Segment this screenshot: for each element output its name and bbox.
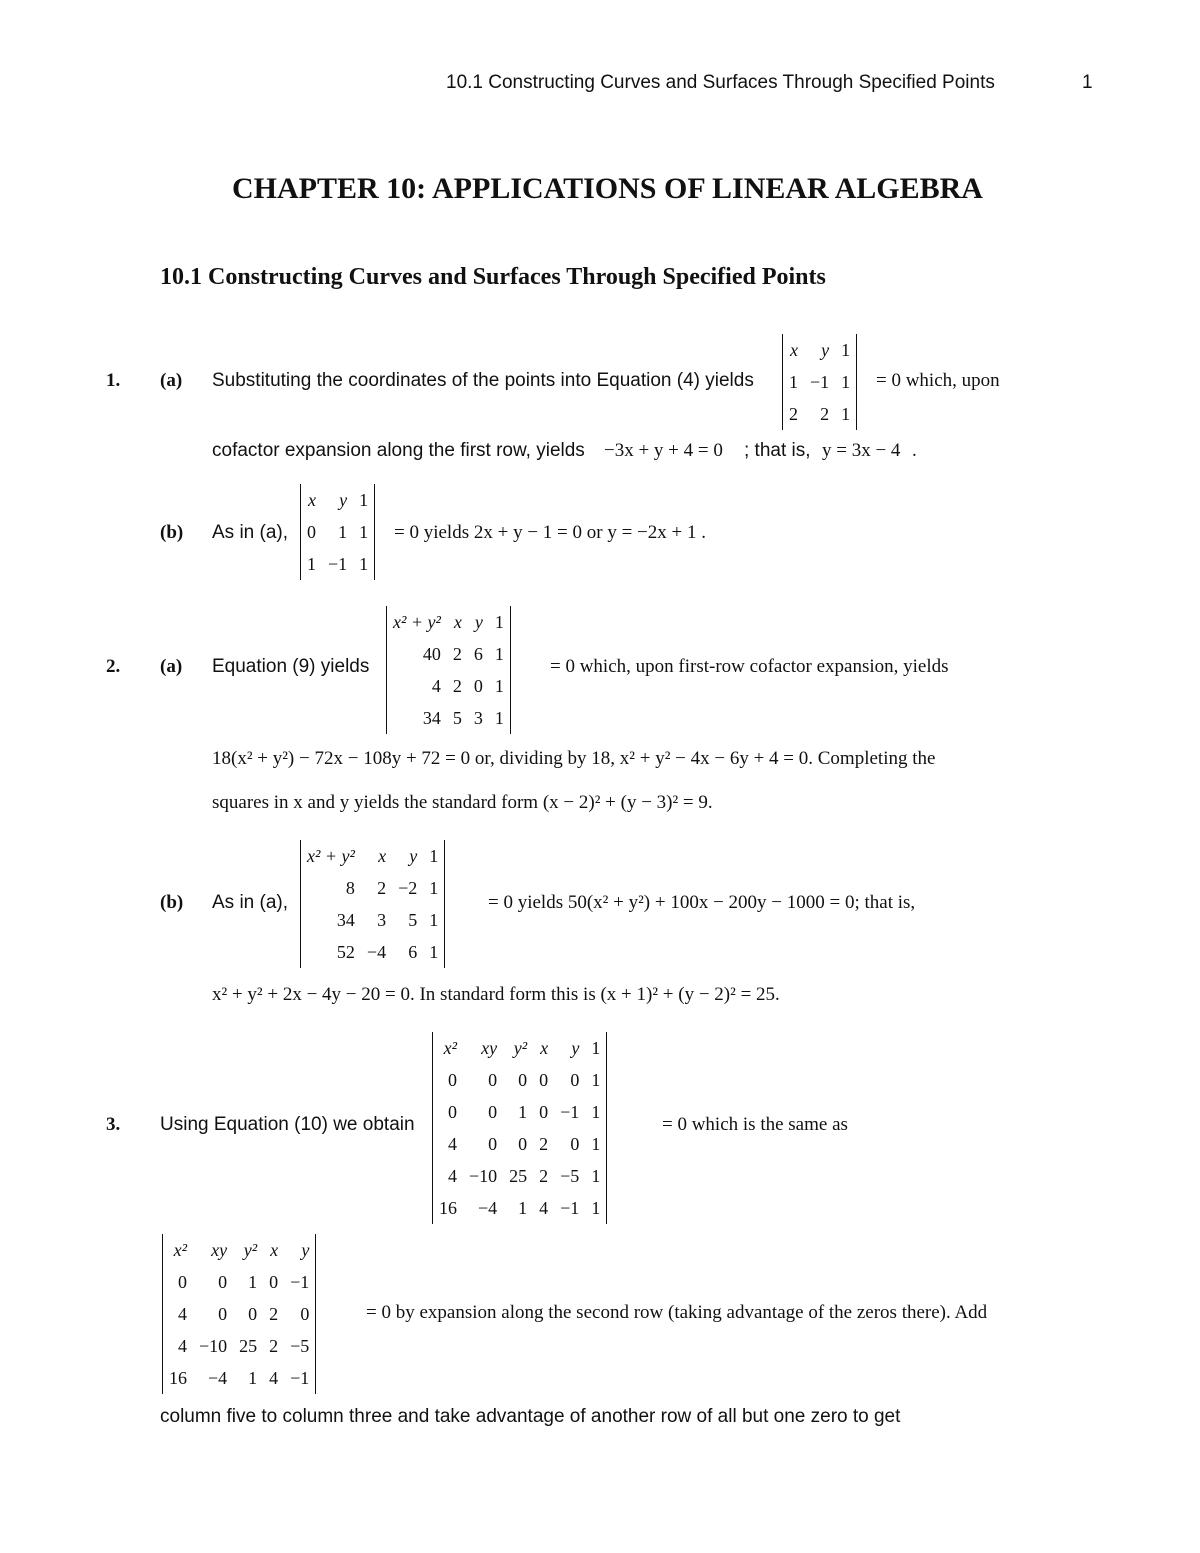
problem-3-matrix5-cell: x (270, 1240, 279, 1260)
problem-2b-label: (b) (160, 892, 184, 913)
problem-1b-determinant (300, 484, 375, 580)
problem-1a-line2-text: cofactor expansion along the first row, yields (212, 440, 585, 461)
problem-3-matrix6-cell: 1 (518, 1198, 528, 1218)
problem-1b-text: As in (a), (212, 522, 289, 543)
problem-3-matrix6-row (433, 1160, 606, 1192)
problem-2b-matrix-cell: 1 (429, 878, 439, 898)
problem-1a-end: . (912, 440, 917, 461)
problem-3-matrix6-cell: 0 (570, 1134, 580, 1154)
problem-3-matrix6-cell: 4 (448, 1166, 457, 1186)
problem-3-matrix5-cell: 1 (248, 1272, 258, 1292)
problem-3-matrix5-cell: 0 (178, 1272, 187, 1292)
problem-3-matrix6-cell: 0 (518, 1134, 528, 1154)
problem-1b-matrix-cell: 1 (359, 554, 369, 574)
problem-1a-matrix-cell: 2 (820, 404, 830, 424)
problem-1a-matrix-cell: 1 (841, 404, 851, 424)
problem-3-matrix6-cell: 2 (539, 1134, 549, 1154)
problem-3-text: Using Equation (10) we obtain (160, 1114, 415, 1135)
problem-2a-text: Equation (9) yields (212, 656, 370, 677)
problem-1b-matrix-cell: 0 (307, 522, 316, 542)
problem-2a-after: = 0 which, upon first-row cofactor expansion, yields (550, 656, 949, 677)
problem-1a-matrix-cell: 2 (789, 404, 798, 424)
problem-2b-matrix-cell: 5 (408, 910, 418, 930)
problem-2b-matrix-cell: 34 (336, 910, 355, 930)
problem-1a-label: (a) (160, 370, 183, 391)
problem-2a-matrix-cell: x (453, 612, 462, 632)
problem-3-matrix5-cell: 4 (269, 1368, 279, 1388)
problem-2a-matrix-cell: 34 (422, 708, 441, 728)
problem-2a-matrix-cell: 6 (473, 644, 483, 664)
problem-2a-matrix-row (387, 606, 510, 638)
problem-2b-matrix-cell: −4 (366, 942, 387, 962)
problem-2b-matrix-cell: 1 (429, 942, 439, 962)
problem-1b-matrix-cell: 1 (338, 522, 348, 542)
problem-1a-eq1: −3x + y + 4 = 0 (604, 440, 723, 461)
problem-3-matrix6-cell: 0 (488, 1134, 498, 1154)
problem-3-matrix5-cell: 4 (178, 1304, 187, 1324)
problem-3-matrix5-cell: 0 (300, 1304, 310, 1324)
problem-3-matrix5-cell: 2 (269, 1304, 279, 1324)
problem-3-matrix6-cell: y (571, 1038, 580, 1058)
problem-1b-matrix-cell: −1 (328, 554, 348, 574)
problem-3-number: 3. (106, 1114, 121, 1135)
problem-3-matrix6-row (433, 1128, 606, 1160)
problem-3-matrix5-row (163, 1362, 315, 1394)
problem-1a-matrix-cell: 1 (789, 372, 798, 392)
problem-3-matrix5-cell: −5 (290, 1336, 310, 1356)
problem-2a-matrix-cell: 5 (452, 708, 462, 728)
problem-3-matrix5-cell: 4 (178, 1336, 187, 1356)
problem-2a-matrix-cell: y (474, 612, 483, 632)
problem-3-matrix6-cell: 1 (591, 1038, 601, 1058)
problem-2a-matrix-row (387, 670, 510, 702)
problem-2b-matrix-cell: 8 (345, 878, 355, 898)
problem-3-last-line: column five to column three and take advantage of another row of all but one zero to get (160, 1406, 901, 1427)
problem-2a-matrix-cell: 40 (422, 644, 441, 664)
problem-1b-matrix-cell: 1 (359, 522, 369, 542)
problem-3-matrix6-cell: −4 (478, 1198, 498, 1218)
problem-3-matrix5-row (163, 1234, 315, 1266)
problem-1b-matrix-cell: x (308, 490, 316, 510)
problem-3-matrix6-cell: 4 (448, 1134, 457, 1154)
problem-3-matrix6-cell: 0 (539, 1070, 549, 1090)
page-number: 1 (1082, 72, 1093, 93)
problem-2b-matrix-cell: 2 (377, 878, 387, 898)
problem-3-matrix5-cell: −10 (199, 1336, 228, 1356)
problem-3-matrix5-row (163, 1298, 315, 1330)
problem-3-matrix5-cell: 0 (269, 1272, 279, 1292)
problem-2b-text: As in (a), (212, 892, 289, 913)
problem-2a-line2: 18(x² + y²) − 72x − 108y + 72 = 0 or, dividing by 18, x² + y² − 4x − 6y + 4 = 0. Completing the (212, 748, 936, 769)
problem-3-matrix6-cell: 4 (539, 1198, 549, 1218)
problem-1a-sep: ; that is, (744, 440, 811, 461)
problem-2a-matrix-cell: 4 (431, 676, 441, 696)
problem-1b-matrix-row (301, 516, 374, 548)
problem-1b-after: = 0 yields 2x + y − 1 = 0 or y = −2x + 1 . (394, 522, 706, 543)
section-title: 10.1 Constructing Curves and Surfaces Through Specified Points (160, 264, 826, 290)
running-header-title: 10.1 Constructing Curves and Surfaces Through Specified Points (446, 72, 995, 93)
problem-3-matrix5-cell: 2 (269, 1336, 279, 1356)
problem-3-matrix5-cell: 25 (239, 1336, 258, 1356)
problem-1a-eq2: y = 3x − 4 (822, 440, 901, 461)
problem-2b-matrix-cell: 1 (429, 846, 439, 866)
problem-2a-line3: squares in x and y yields the standard form (x − 2)² + (y − 3)² = 9. (212, 792, 713, 813)
problem-3-determinant-5x5 (162, 1234, 316, 1394)
problem-1b-matrix-row (301, 484, 374, 516)
problem-1a-matrix-cell: y (821, 340, 830, 360)
problem-1b-matrix-cell: 1 (307, 554, 316, 574)
problem-3-matrix5-row (163, 1330, 315, 1362)
problem-2b-matrix-cell: y (409, 846, 418, 866)
problem-3-matrix6-cell: 0 (448, 1070, 457, 1090)
problem-1a-matrix-cell: 1 (841, 340, 851, 360)
problem-3-matrix5-cell: −1 (290, 1272, 310, 1292)
problem-1a-matrix-row (783, 366, 856, 398)
problem-3-matrix6-cell: 0 (539, 1102, 549, 1122)
problem-2b-matrix-row (301, 872, 444, 904)
problem-2a-determinant (386, 606, 511, 734)
problem-2b-matrix-cell: 52 (336, 942, 355, 962)
problem-2b-line2: x² + y² + 2x − 4y − 20 = 0. In standard form this is (x + 1)² + (y − 2)² = 25. (212, 984, 780, 1005)
problem-3-matrix6-cell: 1 (591, 1134, 601, 1154)
problem-3-matrix5-cell: 0 (218, 1272, 228, 1292)
problem-2a-matrix-cell: 2 (452, 676, 462, 696)
problem-3-matrix6-cell: x² (443, 1038, 457, 1058)
problem-2a-matrix-row (387, 638, 510, 670)
problem-3-matrix5-cell: −4 (208, 1368, 228, 1388)
problem-3-after2: = 0 by expansion along the second row (taking advantage of the zeros there). Add (366, 1302, 988, 1323)
problem-3-matrix5-cell: 16 (169, 1368, 187, 1388)
problem-2b-matrix-cell: 6 (408, 942, 418, 962)
problem-2b-matrix-cell: 1 (429, 910, 439, 930)
problem-2a-matrix-cell: 3 (473, 708, 483, 728)
problem-3-matrix6-cell: y² (513, 1038, 528, 1058)
problem-3-matrix6-cell: 1 (591, 1198, 601, 1218)
problem-1a-matrix-cell: x (790, 340, 798, 360)
problem-3-matrix6-row (433, 1064, 606, 1096)
problem-2a-matrix-cell: 2 (452, 644, 462, 664)
problem-2a-matrix-cell: 1 (494, 708, 504, 728)
problem-3-matrix6-cell: 1 (591, 1166, 601, 1186)
problem-3-matrix6-cell: −10 (469, 1166, 498, 1186)
problem-2-number: 2. (106, 656, 121, 677)
problem-1a-matrix-row (783, 334, 856, 366)
problem-1b-label: (b) (160, 522, 184, 543)
problem-3-matrix6-cell: 0 (488, 1102, 498, 1122)
problem-3-matrix6-row (433, 1192, 606, 1224)
problem-2b-matrix-cell: x (378, 846, 387, 866)
problem-2b-matrix-cell: 3 (377, 910, 387, 930)
problem-2b-after: = 0 yields 50(x² + y²) + 100x − 200y − 1000 = 0; that is, (488, 892, 916, 913)
problem-3-matrix6-cell: xy (481, 1038, 498, 1058)
problem-2a-matrix-cell: 1 (494, 612, 504, 632)
problem-2a-matrix-cell: 1 (494, 644, 504, 664)
problem-2b-matrix-cell: x² + y² (307, 846, 355, 866)
problem-1-number: 1. (106, 370, 121, 391)
problem-3-matrix6-cell: 1 (518, 1102, 528, 1122)
problem-3-matrix6-cell: 0 (570, 1070, 580, 1090)
problem-3-matrix5-cell: −1 (290, 1368, 310, 1388)
problem-2b-matrix-row (301, 904, 444, 936)
problem-3-matrix5-cell: y (301, 1240, 310, 1260)
problem-3-matrix6-cell: −1 (560, 1198, 580, 1218)
problem-1a-matrix-row (783, 398, 856, 430)
problem-3-matrix5-row (163, 1266, 315, 1298)
problem-3-matrix5-cell: 1 (248, 1368, 258, 1388)
problem-3-matrix6-cell: −5 (560, 1166, 580, 1186)
problem-2b-matrix-cell: −2 (398, 878, 418, 898)
problem-1a-matrix-cell: 1 (841, 372, 851, 392)
problem-1b-matrix-row (301, 548, 374, 580)
problem-3-matrix6-row (433, 1096, 606, 1128)
problem-3-matrix6-cell: 0 (518, 1070, 528, 1090)
problem-1b-matrix-cell: 1 (359, 490, 369, 510)
problem-3-matrix6-cell: 0 (448, 1102, 457, 1122)
problem-2a-matrix-cell: 0 (473, 676, 483, 696)
problem-3-matrix6-cell: 25 (509, 1166, 528, 1186)
problem-3-matrix6-cell: 2 (539, 1166, 549, 1186)
problem-3-determinant-6x6 (432, 1032, 607, 1224)
problem-1a-matrix-cell: −1 (810, 372, 830, 392)
problem-3-matrix5-cell: x² (173, 1240, 187, 1260)
problem-3-matrix6-cell: 1 (591, 1070, 601, 1090)
problem-3-matrix6-cell: 1 (591, 1102, 601, 1122)
problem-2a-label: (a) (160, 656, 183, 677)
problem-3-matrix5-cell: 0 (218, 1304, 228, 1324)
problem-2a-matrix-cell: x² + y² (393, 612, 441, 632)
problem-2b-matrix-row (301, 840, 444, 872)
problem-3-matrix5-cell: 0 (248, 1304, 258, 1324)
problem-3-matrix6-cell: 16 (439, 1198, 457, 1218)
problem-3-matrix5-cell: y² (243, 1240, 258, 1260)
problem-1a-after: = 0 which, upon (876, 370, 1000, 391)
problem-2a-matrix-cell: 1 (494, 676, 504, 696)
problem-3-matrix6-cell: x (540, 1038, 549, 1058)
problem-2b-matrix-row (301, 936, 444, 968)
problem-2b-determinant (300, 840, 445, 968)
problem-1a-determinant (782, 334, 857, 430)
problem-3-after: = 0 which is the same as (662, 1114, 848, 1135)
problem-3-matrix6-cell: −1 (560, 1102, 580, 1122)
problem-3-matrix5-cell: xy (211, 1240, 228, 1260)
problem-3-matrix6-cell: 0 (488, 1070, 498, 1090)
chapter-title: CHAPTER 10: APPLICATIONS OF LINEAR ALGEBRA (232, 172, 983, 205)
problem-1a-text: Substituting the coordinates of the points into Equation (4) yields (212, 370, 754, 391)
problem-1b-matrix-cell: y (339, 490, 348, 510)
problem-2a-matrix-row (387, 702, 510, 734)
problem-3-matrix6-row (433, 1032, 606, 1064)
